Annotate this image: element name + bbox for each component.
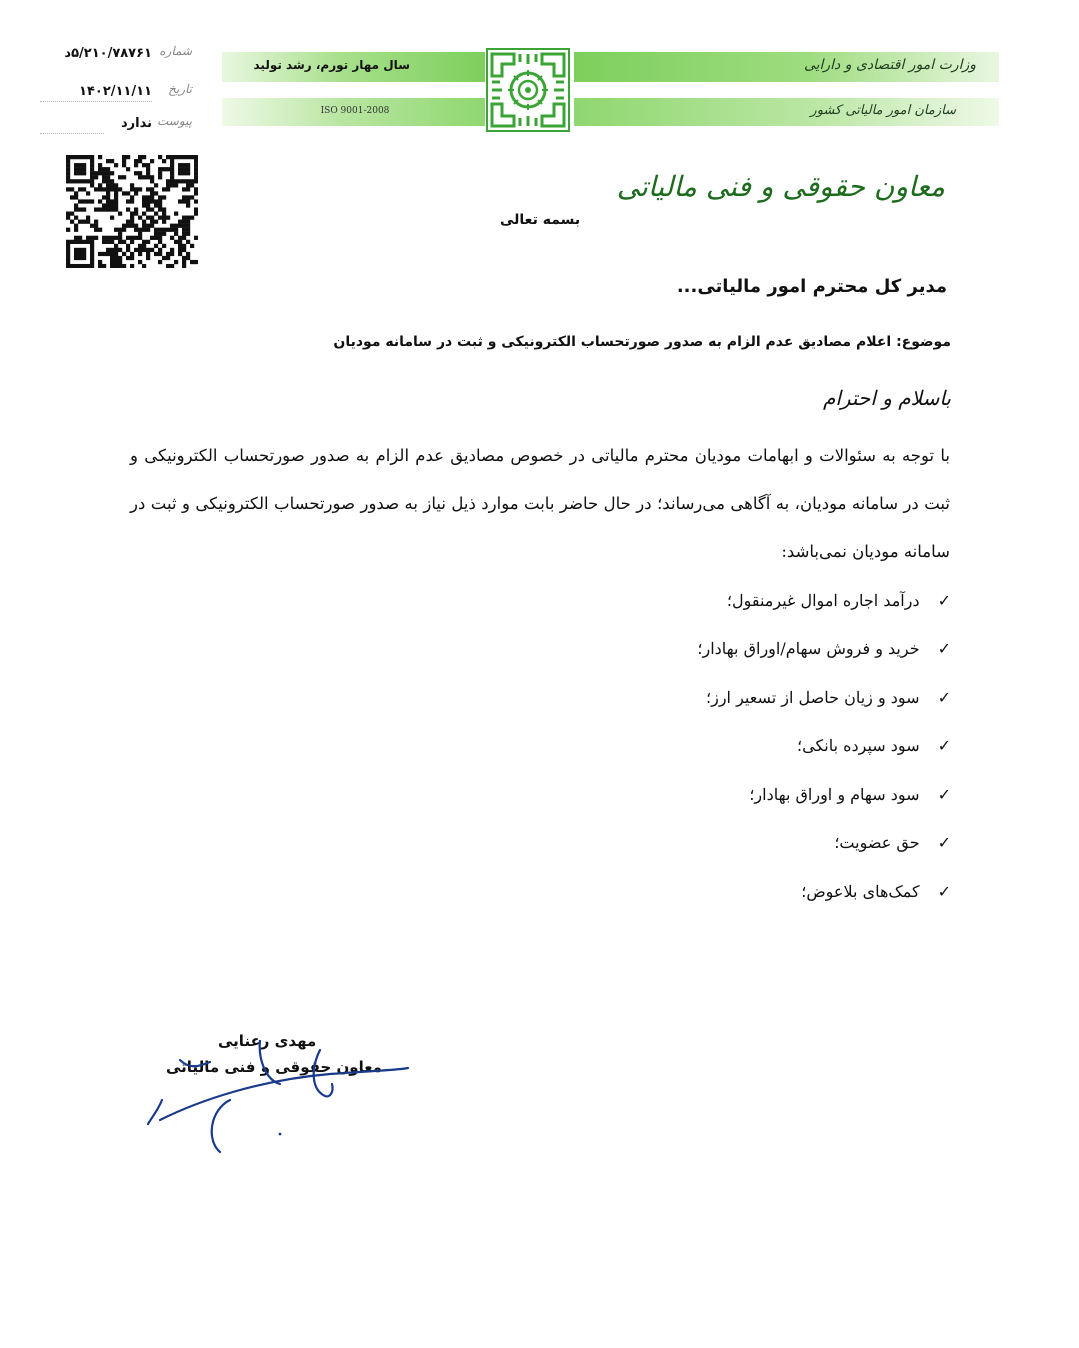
letter-attachment-label: پیوست [157,114,192,128]
subject-line: موضوع: اعلام مصادیق عدم الزام به صدور صورتحساب الکترونیکی و ثبت در سامانه مودیان [333,334,951,350]
signatory-title: معاون حقوقی و فنی مالیاتی [166,1058,382,1076]
letter-attachment-row [40,114,200,136]
list-item: ✓ سود سهام و اوراق بهادار؛ [749,784,951,804]
check-mark-icon: ✓ [937,784,951,804]
exemption-list [451,576,951,916]
letter-attachment-value: ندارد [120,116,152,131]
list-item: ✓ خرید و فروش سهام/اوراق بهادار؛ [697,639,951,659]
iso-label: ISO 9001-2008 [320,106,390,116]
check-mark-icon: ✓ [937,590,951,610]
list-item: ✓ سود و زیان حاصل از تسعیر ارز؛ [706,687,951,707]
list-item: ✓ کمک‌های بلاعوض؛ [801,881,951,901]
signatory-name: مهدی رعنایی [218,1032,317,1050]
invocation: بسمه تعالی [500,212,581,228]
check-mark-icon: ✓ [937,881,951,901]
check-mark-icon: ✓ [937,736,951,756]
qr-code-icon [66,155,198,268]
check-mark-icon: ✓ [937,639,951,659]
tax-organization-emblem-icon [486,48,570,132]
letter-date-value: ۱۴۰۲/۱۱/۱۱ [79,84,152,99]
attachment-underline [40,133,104,134]
greeting: باسلام و احترام [822,386,951,410]
organization-name: سازمان امور مالیاتی کشور [810,103,956,118]
letter-date-row [40,82,200,104]
check-mark-icon: ✓ [937,687,951,707]
body-paragraph: با توجه به سئوالات و ابهامات مودیان محترم مالیاتی در خصوص مصادیق عدم الزام به صدور صورتحساب الکترونیکی و ثبت در سامانه مودیان، به آگاهی می‌رساند؛ در حال حاضر بابت موارد ذیل نیاز به صدور صورتحساب الکترونیکی و ثبت در سامانه مودیان نمی‌باشد: [130,446,951,561]
letter-number-row [40,44,200,66]
addressee: مدیر کل محترم امور مالیاتی... [676,276,947,297]
list-item: ✓ حق عضویت؛ [834,833,951,853]
letter-number-value: ۵/۲۱۰/۷۸۷۶۱د [64,46,152,61]
letter-date-label: تاریخ [168,82,192,96]
office-title: معاون حقوقی و فنی مالیاتی [616,170,945,203]
date-underline [40,101,152,102]
list-item: ✓ سود سپرده بانکی؛ [797,736,951,756]
list-item: ✓ درآمد اجاره اموال غیرمنقول؛ [726,590,951,610]
ministry-name: وزارت امور اقتصادی و دارایی [803,57,976,73]
handwritten-signature [140,1040,420,1170]
check-mark-icon: ✓ [937,833,951,853]
letter-number-label: شماره [159,44,192,58]
header-slogan: سال مهار تورم، رشد تولید [253,58,410,72]
